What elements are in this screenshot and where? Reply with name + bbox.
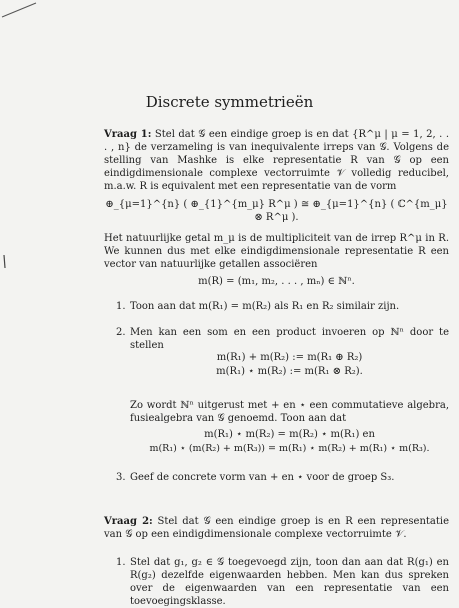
question-1-intro-text: Stel dat 𝒢 een eindige groep is en dat {R^μ | μ = 1, 2, . . . , n} de verzameling is van inequivalente irreps van 𝒢. Volgens de stelling van Mashke is elke representatie R van 𝒢 op een eindigdimensionale complexe vectorruimte 𝒱 volledig reducibel, m.a.w. R is equivalent met een representatie van de vorm xyxy=(104,129,449,192)
question-1-label: Vraag 1: xyxy=(104,129,152,140)
question-1-item-3 xyxy=(116,471,449,484)
item-text: Men kan een som en een product invoeren op ℕⁿ door te stellen xyxy=(130,327,449,351)
equation-commutativity: m(R₁) ⋆ m(R₂) = m(R₂) ⋆ m(R₁) en xyxy=(204,429,375,440)
item-number: 1. xyxy=(116,301,126,312)
item-number: 2. xyxy=(116,327,126,338)
question-2-intro xyxy=(104,515,449,541)
item-text: Stel dat g₁, g₂ ∈ 𝒢 toegevoegd zijn, toon dan aan dat R(g₁) en R(g₂) dezelfde eigenwaarden hebben. Men kan dus spreken over de eigenwaarden van een representatie van een toevoegingsklasse. xyxy=(130,557,449,607)
item-text: Geef de concrete vorm van + en ⋆ voor de groep S₃. xyxy=(130,472,395,483)
question-2-label: Vraag 2: xyxy=(104,516,153,527)
question-1-item-1 xyxy=(116,300,449,313)
page-title: Discrete symmetrieën xyxy=(145,93,314,111)
item-number: 3. xyxy=(116,472,126,483)
margin-tick-mark xyxy=(2,254,8,270)
definition-sum: m(R₁) + m(R₂) := m(R₁ ⊕ R₂) xyxy=(216,352,363,363)
question-1-intro xyxy=(104,128,449,193)
definition-product: m(R₁) ⋆ m(R₂) := m(R₁ ⊗ R₂). xyxy=(216,366,363,377)
equation-distributivity: m(R₁) ⋆ (m(R₂) + m(R₃)) = m(R₁) ⋆ m(R₂) + m(R₁) ⋆ m(R₃). xyxy=(149,443,430,454)
question-2-item-1 xyxy=(116,556,449,608)
question-1-item-2-continuation: Zo wordt ℕⁿ uitgerust met + en ⋆ een commutatieve algebra, fusiealgebra van 𝒢 genoemd. Toon aan dat xyxy=(130,400,449,424)
item-number: 1. xyxy=(116,557,126,568)
pen-stroke-mark xyxy=(0,0,40,20)
formula-decomposition: ⊕_{μ=1}^{n} ( ⊕_{1}^{m_μ} R^μ ) ≅ ⊕_{μ=1}^{n} ( ℂ^{m_μ} ⊗ R^μ ). xyxy=(105,199,448,223)
question-1-item-2 xyxy=(116,326,449,352)
item-text: Toon aan dat m(R₁) = m(R₂) als R₁ en R₂ similair zijn. xyxy=(130,301,400,312)
formula-multiplicity-vector: m(R) = (m₁, m₂, . . . , mₙ) ∈ ℕⁿ. xyxy=(198,276,355,287)
question-1-paragraph-2: Het natuurlijke getal m_μ is de multipliciteit van de irrep R^μ in R. We kunnen dus met elke eindigdimensionale representatie R een vector van natuurlijke getallen associëren xyxy=(104,233,449,270)
question-2-intro-text: Stel dat 𝒢 een eindige groep is en R een representatie van 𝒢 op een eindigdimensionale complexe vectorruimte 𝒱. xyxy=(104,516,450,540)
